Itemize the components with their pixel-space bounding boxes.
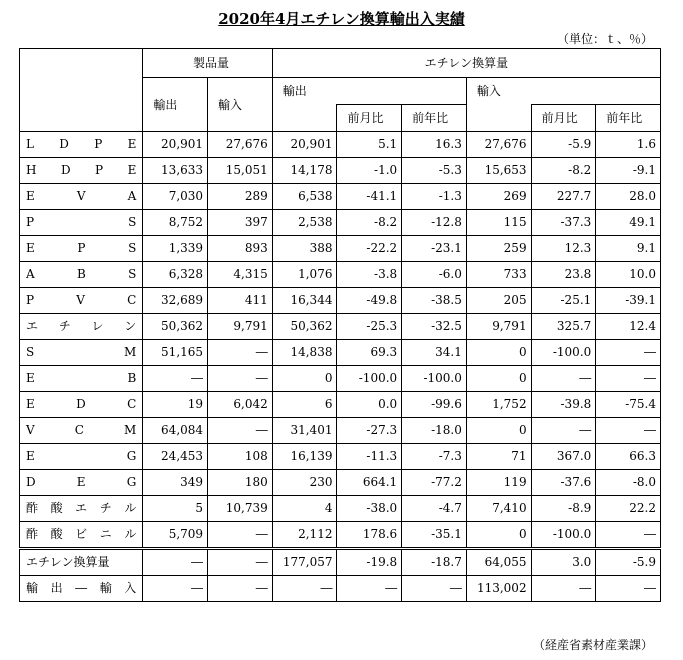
page-title: 2020年4月エチレン換算輸出入実績 [218, 10, 465, 28]
row-label-char: 酢 [26, 501, 39, 515]
cell-export-mom: -27.3 [337, 418, 402, 444]
header-export-yoy: 前年比 [402, 105, 467, 132]
row-label-char: C [127, 397, 137, 411]
header-product-volume: 製品量 [143, 49, 272, 78]
cell-export-yoy: -4.7 [402, 496, 467, 522]
table-row [20, 418, 661, 444]
cell-equiv-import: 0 [466, 340, 531, 366]
cell-equiv-import: 115 [466, 210, 531, 236]
cell-product-import: ― [208, 418, 273, 444]
cell-export-mom: -22.2 [337, 236, 402, 262]
cell-import-yoy: 10.0 [596, 262, 661, 288]
cell-product-export: ― [143, 366, 208, 392]
table-row [20, 314, 661, 340]
cell-product-export: 1,339 [143, 236, 208, 262]
row-label [20, 496, 143, 522]
cell-import-yoy: 49.1 [596, 210, 661, 236]
cell-product-import: 108 [208, 444, 273, 470]
row-label-char: ― [75, 581, 88, 595]
cell-equiv-export: 1,076 [272, 262, 337, 288]
cell-product-export: 24,453 [143, 444, 208, 470]
cell-export-yoy: -5.3 [402, 158, 467, 184]
cell-equiv-import: 0 [466, 366, 531, 392]
cell-import-mom: 227.7 [531, 184, 596, 210]
table-row [20, 444, 661, 470]
table-row [20, 132, 661, 158]
row-label-char: チ [58, 319, 71, 333]
row-label-char: G [126, 449, 137, 463]
cell-export-yoy: 16.3 [402, 132, 467, 158]
cell-equiv-export: 16,139 [272, 444, 337, 470]
cell-product-import: 6,042 [208, 392, 273, 418]
cell-import-yoy: -5.9 [596, 549, 661, 576]
table-row [20, 210, 661, 236]
row-label-char: P [95, 163, 104, 177]
row-label [20, 236, 143, 262]
cell-import-mom: -8.2 [531, 158, 596, 184]
row-label-char: 出 [50, 581, 63, 595]
row-label-char: エチレン換算量 [26, 555, 110, 569]
row-label [20, 210, 143, 236]
cell-export-mom: -41.1 [337, 184, 402, 210]
cell-import-mom: -25.1 [531, 288, 596, 314]
cell-equiv-export: 177,057 [272, 549, 337, 576]
cell-equiv-export: 0 [272, 366, 337, 392]
cell-equiv-import: 0 [466, 522, 531, 549]
row-label [20, 366, 143, 392]
cell-equiv-import: 15,653 [466, 158, 531, 184]
row-label-char: S [128, 215, 137, 229]
table-row [20, 549, 661, 576]
row-label-char: チ [99, 501, 112, 515]
row-label-char: レ [91, 319, 104, 333]
cell-product-import: 27,676 [208, 132, 273, 158]
cell-product-import: 893 [208, 236, 273, 262]
cell-export-mom: 0.0 [337, 392, 402, 418]
cell-import-mom: 325.7 [531, 314, 596, 340]
row-label [20, 288, 143, 314]
cell-product-import: 9,791 [208, 314, 273, 340]
cell-export-mom: -3.8 [337, 262, 402, 288]
header-product-import: 輸入 [208, 78, 273, 132]
row-label-char: ン [124, 319, 137, 333]
row-label-char: ル [124, 527, 137, 541]
cell-export-yoy: -100.0 [402, 366, 467, 392]
cell-product-import: ― [208, 366, 273, 392]
row-label-char: ニ [99, 527, 112, 541]
row-label [20, 132, 143, 158]
cell-import-yoy: ― [596, 576, 661, 602]
cell-export-mom: 664.1 [337, 470, 402, 496]
table-row [20, 340, 661, 366]
header-equiv-import: 輸入 [466, 78, 660, 105]
cell-equiv-export: 388 [272, 236, 337, 262]
row-label-char: L [26, 137, 34, 151]
cell-equiv-import: 9,791 [466, 314, 531, 340]
cell-export-mom: -19.8 [337, 549, 402, 576]
row-label-char: V [76, 293, 85, 307]
cell-equiv-import: 27,676 [466, 132, 531, 158]
header-export-spacer [272, 105, 337, 132]
row-label [20, 470, 143, 496]
row-label-char: エ [75, 501, 88, 515]
cell-import-yoy: -39.1 [596, 288, 661, 314]
cell-export-yoy: 34.1 [402, 340, 467, 366]
cell-export-yoy: -12.8 [402, 210, 467, 236]
row-label [20, 418, 143, 444]
row-label-char: H [26, 163, 37, 177]
row-label-char: E [26, 449, 35, 463]
cell-product-import: 397 [208, 210, 273, 236]
cell-product-export: 19 [143, 392, 208, 418]
row-label-char: 酸 [50, 501, 63, 515]
row-label-char: E [26, 189, 35, 203]
cell-export-mom: -38.0 [337, 496, 402, 522]
table-row [20, 576, 661, 602]
cell-product-export: 349 [143, 470, 208, 496]
cell-import-yoy: -8.0 [596, 470, 661, 496]
cell-equiv-import: 205 [466, 288, 531, 314]
row-label-char: 入 [124, 581, 137, 595]
cell-import-yoy: 66.3 [596, 444, 661, 470]
cell-equiv-import: 1,752 [466, 392, 531, 418]
cell-export-mom: -1.0 [337, 158, 402, 184]
cell-equiv-export: 6 [272, 392, 337, 418]
cell-product-export: 5,709 [143, 522, 208, 549]
header-import-spacer [466, 105, 531, 132]
cell-product-export: 32,689 [143, 288, 208, 314]
cell-equiv-export: 50,362 [272, 314, 337, 340]
row-label-char: P [26, 293, 35, 307]
row-label-char: V [26, 423, 35, 437]
unit-note: （単位：ｔ、％） [556, 32, 653, 46]
cell-equiv-import: 7,410 [466, 496, 531, 522]
row-label-char: ビ [75, 527, 88, 541]
cell-export-mom: -25.3 [337, 314, 402, 340]
trade-table [19, 48, 661, 602]
cell-import-yoy: 28.0 [596, 184, 661, 210]
cell-equiv-export: 14,838 [272, 340, 337, 366]
cell-equiv-export: 4 [272, 496, 337, 522]
row-label-char: S [128, 241, 137, 255]
cell-equiv-export: 16,344 [272, 288, 337, 314]
row-label-char: E [26, 241, 35, 255]
row-label-char: E [76, 475, 86, 489]
cell-equiv-export: 2,538 [272, 210, 337, 236]
table-row [20, 470, 661, 496]
cell-product-export: ― [143, 576, 208, 602]
cell-product-export: 20,901 [143, 132, 208, 158]
cell-equiv-import: 64,055 [466, 549, 531, 576]
cell-import-mom: -100.0 [531, 522, 596, 549]
cell-export-yoy: -7.3 [402, 444, 467, 470]
cell-equiv-export: 14,178 [272, 158, 337, 184]
cell-equiv-import: 0 [466, 418, 531, 444]
cell-export-mom: 5.1 [337, 132, 402, 158]
row-label-char: S [128, 267, 137, 281]
cell-export-mom: -49.8 [337, 288, 402, 314]
row-label-char: C [127, 293, 137, 307]
cell-import-mom: -37.6 [531, 470, 596, 496]
cell-export-yoy: -38.5 [402, 288, 467, 314]
row-label-char: B [76, 267, 86, 281]
cell-product-import: 411 [208, 288, 273, 314]
cell-import-mom: -100.0 [531, 340, 596, 366]
row-label-char: A [127, 189, 137, 203]
row-label-char: ル [124, 501, 137, 515]
table-row [20, 366, 661, 392]
row-label [20, 184, 143, 210]
row-label-char: S [26, 345, 35, 359]
row-label-char: 輸 [99, 581, 112, 595]
cell-import-yoy: ― [596, 366, 661, 392]
cell-equiv-import: 71 [466, 444, 531, 470]
cell-import-yoy: 9.1 [596, 236, 661, 262]
row-label-char: M [124, 345, 137, 359]
cell-export-yoy: -18.0 [402, 418, 467, 444]
cell-export-yoy: -35.1 [402, 522, 467, 549]
table-row [20, 522, 661, 549]
row-label-char: D [76, 397, 86, 411]
cell-equiv-export: 6,538 [272, 184, 337, 210]
cell-product-export: 6,328 [143, 262, 208, 288]
cell-import-mom: ― [531, 576, 596, 602]
row-label-char: D [60, 163, 71, 177]
cell-equiv-export: ― [272, 576, 337, 602]
cell-import-mom: 367.0 [531, 444, 596, 470]
cell-export-mom: 69.3 [337, 340, 402, 366]
row-label-char: G [126, 475, 137, 489]
cell-export-mom: -11.3 [337, 444, 402, 470]
cell-export-yoy: -1.3 [402, 184, 467, 210]
header-import-mom: 前月比 [531, 105, 596, 132]
cell-import-yoy: 12.4 [596, 314, 661, 340]
table-row [20, 236, 661, 262]
row-label-char: D [26, 475, 36, 489]
row-label-char: エ [26, 319, 39, 333]
table-row [20, 496, 661, 522]
row-label [20, 340, 143, 366]
row-label [20, 158, 143, 184]
row-label-char: P [77, 241, 86, 255]
cell-equiv-import: 119 [466, 470, 531, 496]
cell-export-yoy: -99.6 [402, 392, 467, 418]
cell-equiv-import: 113,002 [466, 576, 531, 602]
cell-equiv-export: 31,401 [272, 418, 337, 444]
row-label [20, 549, 143, 576]
row-label-char: C [74, 423, 84, 437]
row-label-char: B [127, 371, 137, 385]
cell-product-export: 51,165 [143, 340, 208, 366]
cell-import-yoy: ― [596, 522, 661, 549]
cell-export-mom: -100.0 [337, 366, 402, 392]
cell-import-mom: 23.8 [531, 262, 596, 288]
cell-export-yoy: -32.5 [402, 314, 467, 340]
table-row [20, 158, 661, 184]
cell-export-yoy: -18.7 [402, 549, 467, 576]
cell-import-mom: -37.3 [531, 210, 596, 236]
cell-export-mom: ― [337, 576, 402, 602]
row-label-char: V [76, 189, 86, 203]
cell-export-mom: -8.2 [337, 210, 402, 236]
table-row [20, 392, 661, 418]
cell-equiv-export: 230 [272, 470, 337, 496]
cell-import-mom: -39.8 [531, 392, 596, 418]
row-label-char: 酢 [26, 527, 39, 541]
row-label-char: P [26, 215, 35, 229]
cell-import-yoy: ― [596, 418, 661, 444]
row-label-char: E [127, 163, 137, 177]
header-export-mom: 前月比 [337, 105, 402, 132]
cell-product-export: 5 [143, 496, 208, 522]
cell-product-import: 289 [208, 184, 273, 210]
cell-export-yoy: -77.2 [402, 470, 467, 496]
row-label-char: 輸 [26, 581, 39, 595]
cell-product-export: ― [143, 549, 208, 576]
header-product-export: 輸出 [143, 78, 208, 132]
header-ethylene-equiv: エチレン換算量 [272, 49, 660, 78]
row-label [20, 314, 143, 340]
table-body [20, 132, 661, 602]
cell-import-yoy: 1.6 [596, 132, 661, 158]
table-row [20, 262, 661, 288]
cell-product-export: 64,084 [143, 418, 208, 444]
cell-product-import: 15,051 [208, 158, 273, 184]
row-label-char: E [26, 371, 35, 385]
cell-equiv-import: 259 [466, 236, 531, 262]
cell-export-mom: 178.6 [337, 522, 402, 549]
header-row-1 [20, 49, 661, 78]
cell-equiv-import: 733 [466, 262, 531, 288]
source-note: （経産省素材産業課） [532, 638, 653, 652]
cell-import-mom: ― [531, 366, 596, 392]
cell-import-mom: 3.0 [531, 549, 596, 576]
cell-product-import: 10,739 [208, 496, 273, 522]
row-label-char: D [59, 137, 69, 151]
cell-product-import: ― [208, 576, 273, 602]
cell-import-mom: ― [531, 418, 596, 444]
header-import-yoy: 前年比 [596, 105, 661, 132]
row-label-char: A [26, 267, 35, 281]
row-label [20, 522, 143, 549]
cell-equiv-import: 269 [466, 184, 531, 210]
cell-product-export: 13,633 [143, 158, 208, 184]
row-label-char: E [127, 137, 137, 151]
cell-import-mom: -5.9 [531, 132, 596, 158]
cell-product-export: 7,030 [143, 184, 208, 210]
row-label [20, 444, 143, 470]
cell-product-export: 8,752 [143, 210, 208, 236]
cell-import-mom: -8.9 [531, 496, 596, 522]
cell-product-import: ― [208, 549, 273, 576]
row-label-char: 酸 [50, 527, 63, 541]
row-label [20, 392, 143, 418]
cell-import-yoy: ― [596, 340, 661, 366]
cell-import-yoy: 22.2 [596, 496, 661, 522]
cell-import-mom: 12.3 [531, 236, 596, 262]
cell-equiv-export: 2,112 [272, 522, 337, 549]
cell-export-yoy: -6.0 [402, 262, 467, 288]
cell-import-yoy: -9.1 [596, 158, 661, 184]
table-row [20, 184, 661, 210]
cell-import-yoy: -75.4 [596, 392, 661, 418]
row-label-char: P [94, 137, 103, 151]
header-equiv-export: 輸出 [272, 78, 466, 105]
cell-product-export: 50,362 [143, 314, 208, 340]
row-label [20, 576, 143, 602]
cell-product-import: 180 [208, 470, 273, 496]
cell-product-import: ― [208, 340, 273, 366]
table-row [20, 288, 661, 314]
row-label-char: M [124, 423, 137, 437]
cell-product-import: 4,315 [208, 262, 273, 288]
cell-export-yoy: ― [402, 576, 467, 602]
cell-product-import: ― [208, 522, 273, 549]
cell-equiv-export: 20,901 [272, 132, 337, 158]
header-corner [20, 49, 143, 132]
cell-export-yoy: -23.1 [402, 236, 467, 262]
row-label-char: E [26, 397, 35, 411]
row-label [20, 262, 143, 288]
